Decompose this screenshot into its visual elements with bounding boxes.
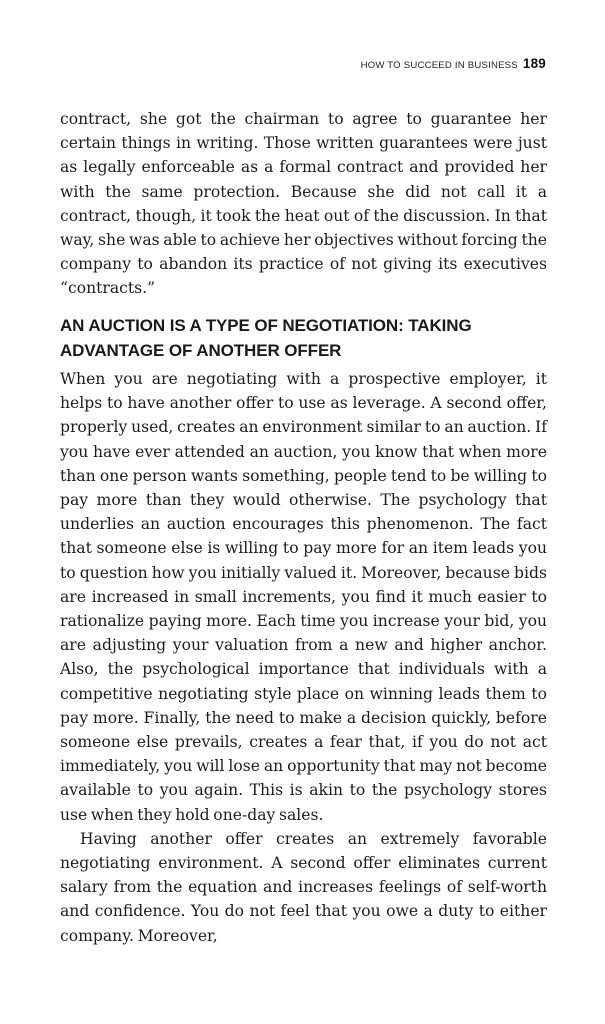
section-heading: AN AUCTION IS A TYPE OF NEGOTIATION: TAKING ADVANTAGE OF ANOTHER OFFER [60, 316, 472, 360]
carryover-text-block [60, 107, 547, 301]
running-title: HOW TO SUCCEED IN BUSINESS [360, 60, 518, 71]
running-header [361, 56, 546, 71]
body-paragraph-2: Having another offer creates an extremely favorable negotiating environment. A second offer eliminates current salary from the equation and increases feelings of self-worth and confidence. You do not feel that you owe a duty to either company. Moreover, [60, 829, 547, 945]
page-number: 189 [522, 56, 546, 71]
carryover-paragraph: contract, she got the chairman to agree to guarantee her certain things in writing. Those written guarantees were just as legally enforceable as a formal contract and provided her with the same protection. Because she did not call it a contract, though, it took the heat out of the discussion. In that way, she was able to achieve her objectives without forcing the company to abandon its practice of not giving its executives “contracts.” [60, 110, 547, 298]
body-paragraph-1: When you are negotiating with a prospective employer, it helps to have another offer to use as leverage. A second offer, properly used, creates an environment similar to an auction. If you have ever attended an auction, you know that when more than one person wants something, people tend to be willing to pay more than they would otherwise. The psychology that underlies an auction encourages this phenomenon. The fact that someone else is willing to pay more for an item leads you to question how you initially valued it. Moreover, because bids are increased in small increments, you find it much easier to rationalize paying more. Each time you increase your bid, you are adjusting your valuation from a new and higher anchor. Also, the psychological importance that individuals with a competitive negotiating style place on winning leads them to pay more. Finally, the need to make a decision quickly, before someone else prevails, creates a fear that, if you do not act immediately, you will lose an opportunity that may not become available to you again. This is akin to the psychology stores use when they hold one-day sales. [60, 370, 547, 824]
section-body [60, 367, 547, 948]
